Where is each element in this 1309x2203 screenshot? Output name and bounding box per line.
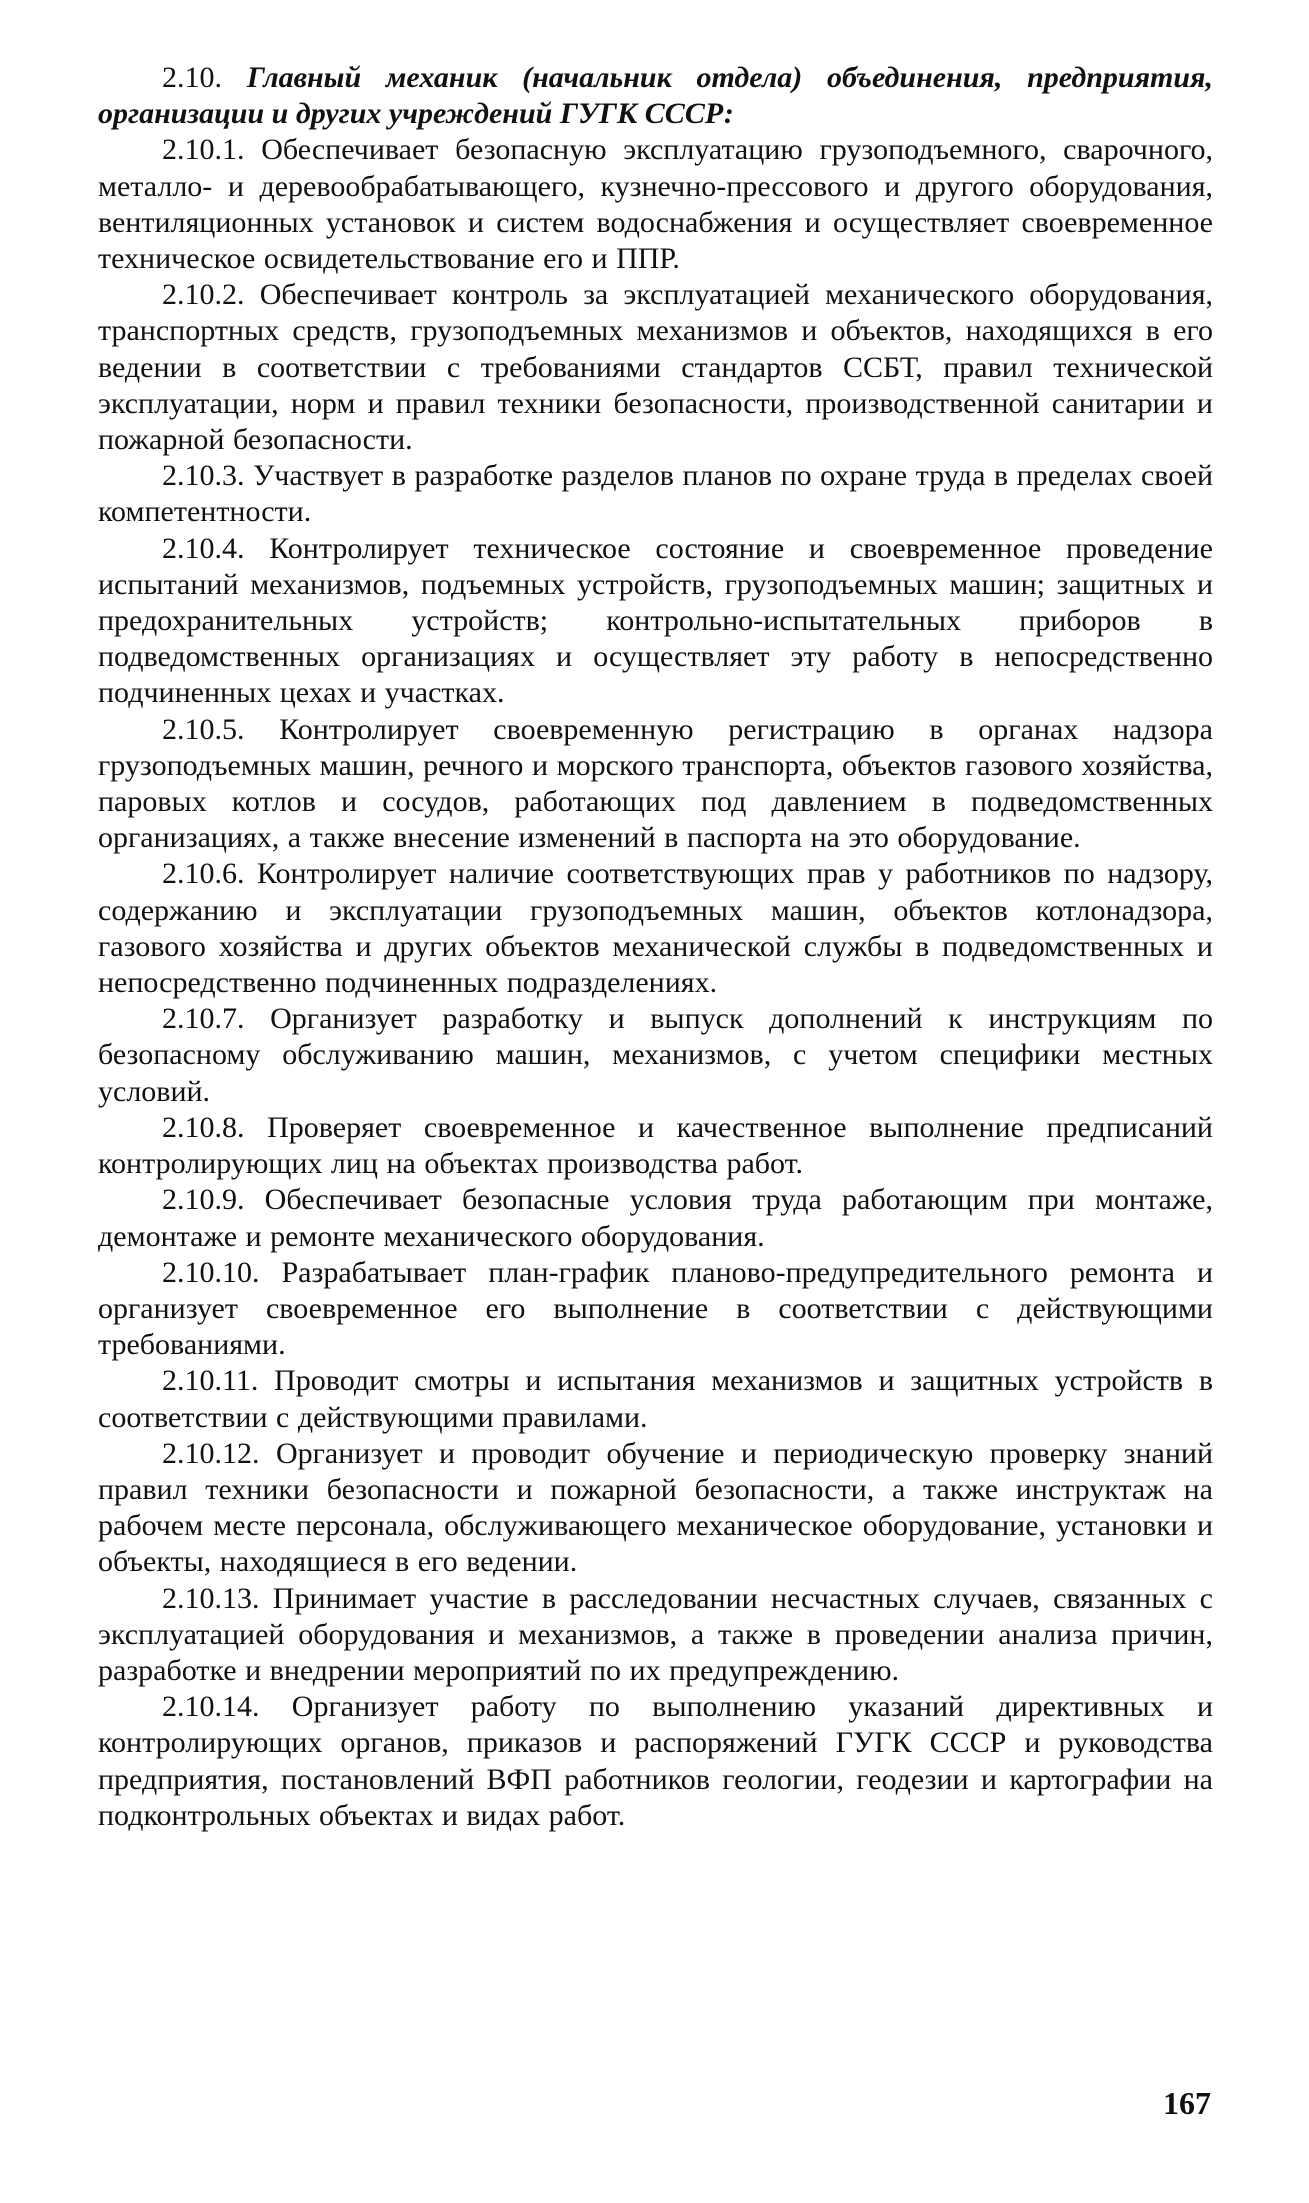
paragraph-2-10-14 bbox=[98, 1689, 1213, 1834]
paragraph-2-10-1 bbox=[98, 132, 1213, 277]
paragraph-text: Обеспечивает безопасную эксплуатацию грузоподъемного, сварочного, металло- и деревообрабатывающего, кузнечно-прессового и другого оборудования, вентиляционных установок и систем водоснабжения и осуществляет своевременное техническое освидетельствование его и ППР. bbox=[98, 133, 1214, 276]
document-page bbox=[98, 60, 1213, 1834]
paragraph-text: Организует и проводит обучение и периодическую проверку знаний правил техники безопасности и пожарной безопасности, а также инструктаж на рабочем месте персонала, обслуживающего механическое оборудование, установки и объекты, находящиеся в его ведении. bbox=[98, 1436, 1214, 1579]
paragraph-2-10-10 bbox=[98, 1255, 1213, 1364]
paragraph-2-10-3 bbox=[98, 458, 1213, 530]
section-number: 2.10. bbox=[162, 61, 222, 94]
paragraph-number: 2.10.10. bbox=[162, 1255, 260, 1289]
paragraph-2-10-6 bbox=[98, 856, 1213, 1001]
paragraph-number: 2.10.6. bbox=[162, 857, 245, 891]
paragraph-text: Контролирует техническое состояние и своевременное проведение испытаний механизмов, подъемных устройств, грузоподъемных машин; защитных и предохранительных устройств; контрольно-испытательных приборов в подведомственных организациях и осуществляет эту работу в непосредственно подчиненных цехах и участках. bbox=[98, 531, 1214, 710]
paragraph-text: Контролирует наличие соответствующих прав у работников по надзору, содержанию и эксплуатации грузоподъемных машин, объектов котлонадзора, газового хозяйства и других объектов механической службы в подведомственных и непосредственно подчиненных подразделениях. bbox=[98, 857, 1214, 1000]
paragraph-text: Разрабатывает план-график планово-предупредительного ремонта и организует своевременное его выполнение в соответствии с действующими требованиями. bbox=[98, 1255, 1213, 1362]
paragraph-number: 2.10.9. bbox=[162, 1183, 245, 1217]
paragraph-number: 2.10.2. bbox=[162, 278, 245, 312]
paragraph-text: Обеспечивает безопасные условия труда работающим при монтаже, демонтаже и ремонте механического оборудования. bbox=[98, 1183, 1213, 1253]
paragraph-text: Обеспечивает контроль за эксплуатацией механического оборудования, транспортных средств, грузоподъемных механизмов и объектов, находящихся в его ведении в соответствии с требованиями стандартов ССБТ, правил технической эксплуатации, норм и правил техники безопасности, производственной санитарии и пожарной безопасности. bbox=[98, 278, 1213, 457]
page-number: 167 bbox=[1163, 2085, 1211, 2121]
paragraph-number: 2.10.3. bbox=[162, 459, 245, 493]
paragraph-2-10-2 bbox=[98, 277, 1213, 458]
paragraph-2-10-11 bbox=[98, 1363, 1213, 1435]
paragraph-2-10-5 bbox=[98, 712, 1213, 857]
paragraph-2-10-9 bbox=[98, 1182, 1213, 1254]
paragraph-2-10-4 bbox=[98, 531, 1213, 712]
paragraph-number: 2.10.11. bbox=[162, 1364, 259, 1398]
paragraph-number: 2.10.12. bbox=[162, 1436, 260, 1470]
paragraph-number: 2.10.14. bbox=[162, 1690, 260, 1724]
paragraph-2-10-13 bbox=[98, 1581, 1213, 1690]
paragraph-text: Контролирует своевременную регистрацию в органах надзора грузоподъемных машин, речного и морского транспорта, объектов газового хозяйства, паровых котлов и сосудов, работающих под давлением в подведомственных организациях, а также внесение изменений в паспорта на это оборудование. bbox=[98, 712, 1213, 855]
paragraph-text: Организует разработку и выпуск дополнений к инструкциям по безопасному обслуживанию машин, механизмов, с учетом специфики местных условий. bbox=[98, 1002, 1214, 1108]
paragraph-text: Организует работу по выполнению указаний директивных и контролирующих органов, приказов и распоряжений ГУГК СССР и руководства предприятия, постановлений ВФП работников геологии, геодезии и картографии на подконтрольных объектах и видах работ. bbox=[98, 1690, 1214, 1832]
paragraph-number: 2.10.7. bbox=[162, 1002, 245, 1036]
section-title: Главный механик (начальник отдела) объединения, предприятия, организации и других учреждений ГУГК СССР: bbox=[98, 61, 1213, 131]
section-heading bbox=[98, 60, 1213, 132]
paragraph-number: 2.10.13. bbox=[162, 1581, 260, 1615]
paragraph-2-10-8 bbox=[98, 1110, 1213, 1182]
paragraph-text: Проверяет своевременное и качественное выполнение предписаний контролирующих лиц на объектах производства работ. bbox=[98, 1110, 1213, 1181]
paragraph-number: 2.10.4. bbox=[162, 531, 245, 565]
paragraph-2-10-7 bbox=[98, 1001, 1213, 1110]
paragraph-number: 2.10.5. bbox=[162, 712, 245, 746]
paragraph-text: Участвует в разработке разделов планов по охране труда в пределах своей компетентности. bbox=[98, 459, 1214, 529]
paragraph-text: Проводит смотры и испытания механизмов и защитных устройств в соответствии с действующими правилами. bbox=[98, 1364, 1213, 1434]
paragraph-number: 2.10.1. bbox=[162, 133, 245, 167]
paragraph-number: 2.10.8. bbox=[162, 1110, 245, 1144]
paragraph-2-10-12 bbox=[98, 1436, 1213, 1581]
paragraph-text: Принимает участие в расследовании несчастных случаев, связанных с эксплуатацией оборудования и механизмов, а также в проведении анализа причин, разработке и внедрении мероприятий по их предупреждению. bbox=[98, 1581, 1213, 1687]
